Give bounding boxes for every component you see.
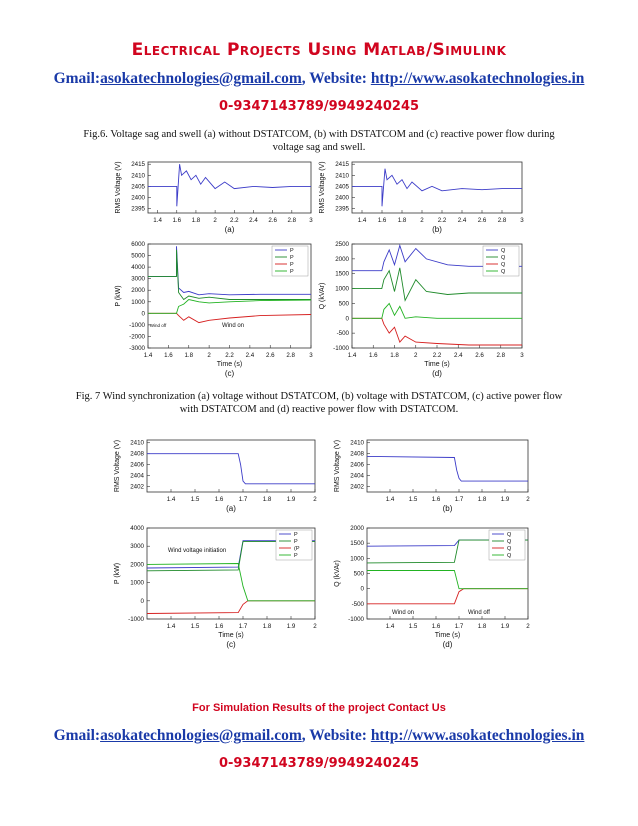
f7c-ylabel: P (kW) bbox=[114, 562, 121, 585]
f6d-ytick-label: -500 bbox=[336, 330, 349, 338]
f6b-ytick-label: 2405 bbox=[335, 183, 349, 191]
f6b-xtick-label: 1.6 bbox=[377, 217, 387, 224]
f6d-legend-label: Q bbox=[501, 269, 506, 275]
f7d-xtick-label: 1.9 bbox=[500, 623, 510, 630]
f7c-ytick-label: 3000 bbox=[130, 543, 144, 551]
f6a-ylabel: RMS Voltage (V) bbox=[115, 161, 122, 214]
f7b-xtick-label: 1.6 bbox=[431, 496, 441, 503]
f7c-legend-label: P bbox=[294, 532, 298, 538]
f7b-ytick-label: 2410 bbox=[350, 439, 364, 447]
f6b-ytick-label: 2400 bbox=[335, 194, 349, 202]
f7d-ytick-label: 1000 bbox=[350, 555, 364, 563]
f7d-ytick-label: 0 bbox=[360, 585, 364, 593]
f6a-panel-label: (a) bbox=[224, 225, 235, 234]
f6a-xtick-label: 3 bbox=[309, 217, 313, 224]
f7b-panel-label: (b) bbox=[442, 504, 453, 513]
f7b-xtick-label: 1.5 bbox=[408, 496, 418, 503]
f7b-xtick-label: 1.7 bbox=[454, 496, 464, 503]
f6d-ytick-label: 1000 bbox=[335, 285, 349, 293]
f6b-xtick-label: 2.8 bbox=[497, 217, 507, 224]
f7c-xtick-label: 1.4 bbox=[166, 623, 176, 630]
contact-note: For Simulation Results of the project Contact Us bbox=[192, 702, 446, 714]
f7a-ytick-label: 2410 bbox=[130, 439, 144, 447]
f6c-xtick-label: 1.8 bbox=[184, 352, 194, 359]
f7a-ytick-label: 2406 bbox=[130, 461, 144, 469]
f7b-ytick-label: 2402 bbox=[350, 483, 364, 491]
f7d-xtick-label: 1.5 bbox=[408, 623, 418, 630]
f6c-xtick-label: 2 bbox=[207, 352, 211, 359]
f6c-panel-label: (c) bbox=[224, 369, 235, 378]
f6d-legend-label: Q bbox=[501, 262, 506, 268]
f6c-legend-label: P bbox=[290, 248, 294, 254]
f6c-annotation: Wind off bbox=[149, 322, 167, 328]
f7d-ytick-label: 2000 bbox=[350, 525, 364, 532]
f7d-ytick-label: -500 bbox=[351, 600, 364, 608]
f6a-xtick-label: 1.8 bbox=[191, 217, 201, 224]
f6d-xtick-label: 2.2 bbox=[432, 352, 442, 359]
f6c-legend-label: P bbox=[290, 255, 294, 261]
f6c-ytick-label: -3000 bbox=[129, 345, 145, 352]
f6b-xtick-label: 3 bbox=[520, 217, 524, 224]
f7b-xtick-label: 1.9 bbox=[500, 496, 510, 503]
f6d-ytick-label: 2000 bbox=[335, 255, 349, 263]
f6a-xtick-label: 1.6 bbox=[172, 217, 182, 224]
f6b-xtick-label: 2.2 bbox=[437, 217, 447, 224]
footer-website-label: , Website: bbox=[301, 727, 371, 744]
f7b-xtick-label: 1.4 bbox=[385, 496, 395, 503]
f7a-xtick-label: 1.9 bbox=[286, 496, 296, 503]
f6d-legend-label: Q bbox=[501, 248, 506, 254]
f6c-xtick-label: 2.2 bbox=[225, 352, 234, 359]
footer-contact bbox=[0, 727, 638, 745]
f7c-ytick-label: 0 bbox=[140, 597, 144, 605]
f6b-xtick-label: 1.8 bbox=[397, 217, 407, 224]
f7c-legend-label: P bbox=[294, 553, 298, 559]
f6d-xtick-label: 1.4 bbox=[347, 352, 357, 359]
page-title: Electrical Projects Using Matlab/Simulink bbox=[131, 40, 507, 60]
f6c-ylabel: P (kW) bbox=[115, 285, 122, 307]
f6c-ytick-label: 5000 bbox=[131, 252, 145, 260]
f6c-xtick-label: 2.4 bbox=[245, 352, 255, 359]
f7d-ylabel: Q (kVAr) bbox=[334, 560, 341, 587]
f7d-ytick-label: 500 bbox=[353, 570, 364, 578]
f6b-xtick-label: 2.6 bbox=[477, 217, 487, 224]
f6b-xtick-label: 2 bbox=[420, 217, 424, 224]
f7d-xtick-label: 1.8 bbox=[477, 623, 487, 630]
f7a-ytick-label: 2408 bbox=[130, 450, 144, 458]
f6d-xtick-label: 2.8 bbox=[496, 352, 506, 359]
footer-phone: 0-9347143789/9949240245 bbox=[218, 756, 420, 771]
footer-website-link[interactable]: http://www.asokatechnologies.in bbox=[370, 727, 585, 744]
f6c-ytick-label: 2000 bbox=[131, 287, 145, 295]
f7c-ytick-label: 1000 bbox=[130, 579, 144, 587]
f7a-xtick-label: 1.7 bbox=[238, 496, 248, 503]
f7c-ytick-label: 4000 bbox=[130, 525, 144, 532]
f6c-ytick-label: 0 bbox=[141, 310, 145, 318]
f7c-annotation: Wind voltage initiation bbox=[167, 548, 227, 554]
f6b-ytick-label: 2410 bbox=[335, 172, 349, 180]
f6a-xtick-label: 2.8 bbox=[287, 217, 297, 224]
f6b-xtick-label: 1.4 bbox=[357, 217, 367, 224]
fig7-caption: Fig. 7 Wind synchronization (a) voltage without DSTATCOM, (b) voltage with DSTATCOM, (c) active power flow with DSTATCOM and (d) reactive power flow with DSTATCOM. bbox=[75, 391, 563, 415]
f6b-xtick-label: 2.4 bbox=[457, 217, 467, 224]
f7c-xtick-label: 1.5 bbox=[190, 623, 200, 630]
f6a-ytick-label: 2395 bbox=[131, 205, 145, 213]
f7d-legend-label: Q bbox=[507, 553, 512, 559]
f7c-xtick-label: 1.7 bbox=[238, 623, 248, 630]
f6d-panel-label: (d) bbox=[432, 369, 442, 378]
f7d-xlabel: Time (s) bbox=[434, 632, 461, 639]
f6d-xtick-label: 2 bbox=[414, 352, 418, 359]
f6a-ytick-label: 2400 bbox=[131, 194, 145, 202]
f6c-legend-label: P bbox=[290, 269, 294, 275]
f7c-xtick-label: 1.9 bbox=[286, 623, 296, 630]
f7d-legend-label: Q bbox=[507, 546, 512, 552]
gmail-link[interactable]: asokatechnologies@gmail.com bbox=[100, 70, 302, 87]
website-label: , Website: bbox=[301, 70, 371, 87]
f6a-xtick-label: 1.4 bbox=[153, 217, 162, 224]
f7a-xtick-label: 1.4 bbox=[166, 496, 176, 503]
f6c-xtick-label: 1.4 bbox=[143, 352, 153, 359]
f6b-frame bbox=[352, 162, 522, 213]
f6c-ytick-label: -2000 bbox=[129, 333, 145, 341]
f6c-annotation: Wind on bbox=[221, 322, 245, 329]
f6c-ytick-label: 6000 bbox=[131, 241, 145, 248]
f7b-ytick-label: 2404 bbox=[350, 472, 364, 480]
f6d-legend-label: Q bbox=[501, 255, 506, 261]
f6d-ytick-label: 500 bbox=[338, 300, 349, 308]
f7a-panel-label: (a) bbox=[226, 504, 236, 513]
f7c-ytick-label: -1000 bbox=[128, 616, 144, 623]
f7c-xtick-label: 2 bbox=[313, 623, 317, 630]
f6d-xtick-label: 1.6 bbox=[368, 352, 378, 359]
f6d-xlabel: Time (s) bbox=[424, 361, 450, 368]
f7a-ytick-label: 2402 bbox=[130, 483, 144, 491]
f6d-ytick-label: 0 bbox=[345, 315, 349, 323]
f7a-xtick-label: 1.6 bbox=[214, 496, 224, 503]
header-phone: 0-9347143789/9949240245 bbox=[218, 99, 420, 114]
f7d-legend-label: Q bbox=[507, 532, 512, 538]
f6b-ytick-label: 2415 bbox=[335, 161, 349, 169]
f7d-xtick-label: 1.6 bbox=[431, 623, 441, 630]
f6c-xtick-label: 2.8 bbox=[286, 352, 295, 359]
f6d-ytick-label: -1000 bbox=[333, 345, 349, 352]
f6b-ylabel: RMS Voltage (V) bbox=[319, 161, 326, 214]
f7d-ytick-label: -1000 bbox=[348, 616, 364, 623]
f6c-xtick-label: 2.6 bbox=[265, 352, 275, 359]
f6a-frame bbox=[148, 162, 311, 213]
f7d-annotation: Wind off bbox=[468, 610, 490, 616]
f6c-xtick-label: 3 bbox=[309, 352, 313, 359]
f6a-xtick-label: 2 bbox=[213, 217, 217, 224]
f6d-ytick-label: 1500 bbox=[335, 270, 349, 278]
f6c-ytick-label: -1000 bbox=[129, 321, 145, 329]
f7b-ylabel: RMS Voltage (V) bbox=[334, 439, 341, 493]
f7c-legend-label: (P bbox=[294, 546, 300, 552]
f7a-xtick-label: 1.5 bbox=[190, 496, 200, 503]
f6a-xtick-label: 2.2 bbox=[229, 217, 239, 224]
f6c-xlabel: Time (s) bbox=[216, 361, 243, 368]
f7d-annotation: Wind on bbox=[391, 610, 415, 616]
f6d-xtick-label: 3 bbox=[520, 352, 524, 359]
fig6-caption: Fig.6. Voltage sag and swell (a) without DSTATCOM, (b) with DSTATCOM and (c) reactive power flow during voltage sag and swell. bbox=[83, 129, 555, 153]
footer-gmail-label: Gmail: bbox=[53, 727, 101, 744]
f7c-xtick-label: 1.6 bbox=[214, 623, 224, 630]
f6a-ytick-label: 2415 bbox=[131, 161, 145, 169]
f7c-legend-label: P bbox=[294, 539, 298, 545]
f6d-xtick-label: 2.6 bbox=[475, 352, 484, 359]
f7d-legend-label: Q bbox=[507, 539, 512, 545]
f7b-ytick-label: 2408 bbox=[350, 450, 364, 458]
f7c-xtick-label: 1.8 bbox=[262, 623, 272, 630]
f6c-ytick-label: 1000 bbox=[131, 298, 145, 306]
f7c-xlabel: Time (s) bbox=[218, 632, 244, 639]
f7a-ylabel: RMS Voltage (V) bbox=[114, 439, 121, 493]
f6d-ylabel: Q (kVAr) bbox=[319, 282, 326, 310]
f7d-xtick-label: 2 bbox=[526, 623, 530, 630]
f6b-ytick-label: 2395 bbox=[335, 205, 349, 213]
f6b-panel-label: (b) bbox=[432, 225, 442, 234]
f7a-ytick-label: 2404 bbox=[130, 472, 144, 480]
f6a-ytick-label: 2405 bbox=[131, 183, 145, 191]
f7b-xtick-label: 1.8 bbox=[477, 496, 487, 503]
f7a-xtick-label: 2 bbox=[313, 496, 317, 503]
f7d-panel-label: (d) bbox=[442, 640, 453, 649]
f7a-xtick-label: 1.8 bbox=[262, 496, 272, 503]
f6a-xtick-label: 2.4 bbox=[249, 217, 258, 224]
f6a-xtick-label: 2.6 bbox=[268, 217, 277, 224]
f7d-ytick-label: 1500 bbox=[350, 540, 364, 548]
f7c-ytick-label: 2000 bbox=[130, 561, 144, 569]
gmail-label: Gmail: bbox=[53, 70, 101, 87]
f6d-xtick-label: 1.8 bbox=[390, 352, 399, 359]
f6c-xtick-label: 1.6 bbox=[164, 352, 173, 359]
f7c-panel-label: (c) bbox=[226, 640, 236, 649]
f6a-ytick-label: 2410 bbox=[131, 172, 145, 180]
f7b-xtick-label: 2 bbox=[526, 496, 530, 503]
footer-gmail-link[interactable]: asokatechnologies@gmail.com bbox=[100, 727, 302, 744]
f6c-ytick-label: 4000 bbox=[131, 264, 145, 272]
f7d-xtick-label: 1.4 bbox=[385, 623, 395, 630]
f6d-xtick-label: 2.4 bbox=[453, 352, 463, 359]
f6c-legend-label: P bbox=[290, 262, 294, 268]
f7b-frame bbox=[367, 440, 528, 492]
f7d-xtick-label: 1.7 bbox=[454, 623, 464, 630]
website-link[interactable]: http://www.asokatechnologies.in bbox=[370, 70, 585, 87]
f7b-ytick-label: 2406 bbox=[350, 461, 364, 469]
f6d-ytick-label: 2500 bbox=[335, 241, 349, 248]
f6c-ytick-label: 3000 bbox=[131, 275, 145, 283]
